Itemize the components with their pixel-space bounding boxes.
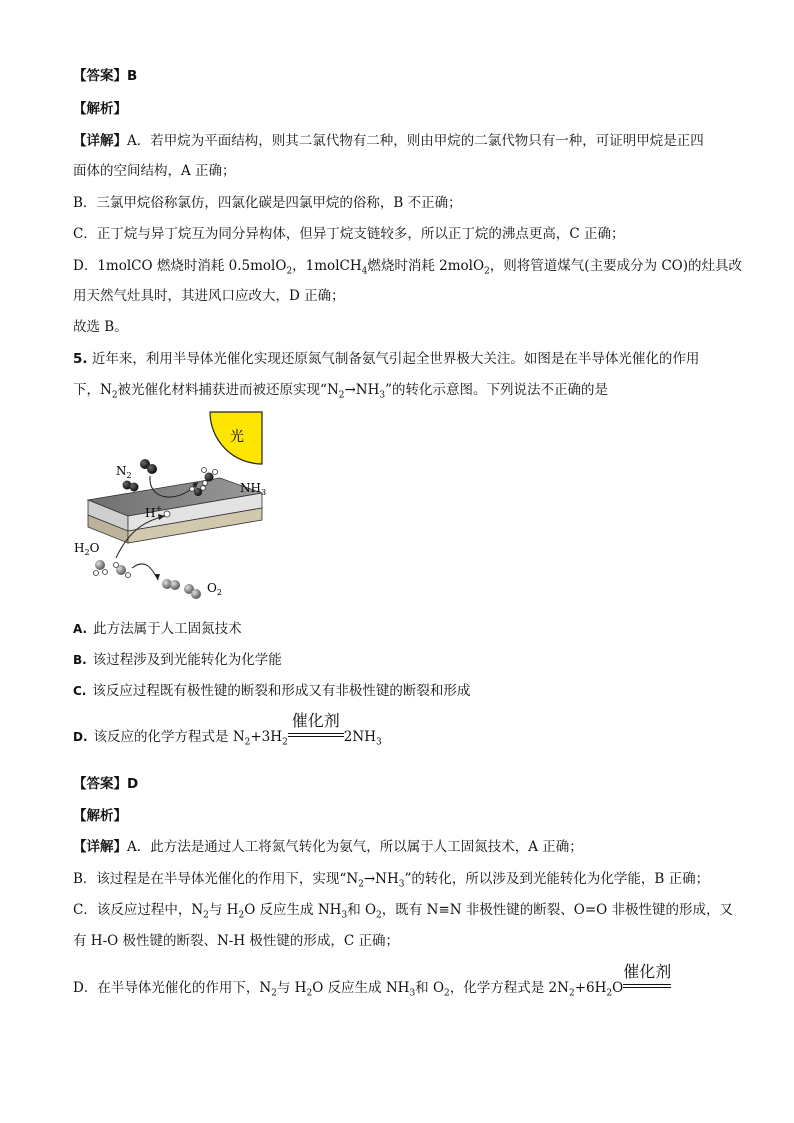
photocatalysis-diagram [70, 408, 280, 608]
prev-detail-b: B．三氯甲烷俗称氯仿，四氯化碳是四氯甲烷的俗称，B 不正确； [73, 195, 462, 211]
option-c[interactable]: C. 该反应过程既有极性键的断裂和形成又有非极性键的断裂和形成 [73, 683, 471, 699]
prev-answer-line [73, 66, 137, 86]
h2o-to-o2-arrow [132, 564, 158, 580]
detail-tag: 【详解】 [73, 133, 127, 149]
prev-analysis-line [73, 99, 127, 119]
prev-detail-line2: 面体的空间结构，A 正确； [73, 163, 236, 179]
h2o-label: $H_2O$ [74, 541, 100, 557]
question-number: 5. [73, 351, 88, 367]
prev-detail-d: D．1molCO 燃烧时消耗 0.5molO$_2$，1molCH$_4$燃烧时消耗 2molO$_2$，则将管道煤气(主要成分为 CO)的灶具改 [73, 258, 743, 277]
answer-value: D [127, 776, 139, 792]
n2-molecule-on-surface [123, 481, 139, 492]
option-b[interactable]: B. 该过程涉及到光能转化为化学能 [73, 652, 282, 668]
answer-value: B [127, 68, 138, 84]
n2-label: $N_2$ [116, 464, 132, 480]
answer-tag: 【答案】 [73, 68, 127, 84]
light-label: 光 [230, 429, 244, 445]
catalyst-condition: 催化剂 [288, 728, 344, 748]
h2o-molecule-2 [114, 563, 131, 578]
h-plus-label: H+ [145, 504, 163, 520]
o2-label: $O_2$ [207, 581, 222, 597]
analysis-tag: 【解析】 [73, 808, 127, 824]
n2-molecule-top [140, 459, 157, 474]
detail-d: D．在半导体光催化的作用下，$N_2$与 $H_2O$ 反应生成 $NH_3$和 $O_2$，化学方程式是 $2N_2+6H_2O$ 催化剂 [73, 961, 672, 999]
detail-c: C．该反应过程中，$N_2$与 $H_2O$ 反应生成 $NH_3$和 $O_2$，既有 N≡N 非极性键的断裂、O=O 非极性键的形成，又 [73, 902, 734, 921]
detail-b: B．该过程是在半导体光催化的作用下，实现“$N_2\to NH_3$”的转化，所以涉及到光能转化为化学能，B 正确； [73, 871, 710, 890]
detail-tag: 【详解】 [73, 839, 127, 855]
prev-detail-d2: 用天然气灶具时，其进风口应改大，D 正确； [73, 288, 345, 304]
prev-detail-c: C．正丁烷与异丁烷互为同分异构体，但异丁烷支链较多，所以正丁烷的沸点更高，C 正确； [73, 226, 625, 242]
question-stem-line2: 下，$N_2$被光催化材料捕获进而被还原实现“$N_2\to NH_3$”的转化示意图。下列说法不正确的是 [73, 382, 609, 401]
answer-line [73, 774, 138, 794]
catalyst-condition-2: 催化剂 [623, 979, 671, 999]
semiconductor-slab [88, 478, 262, 543]
question-stem-line1: 5. 近年来，利用半导体光催化实现还原氮气制备氨气引起全世界极大关注。如图是在半导体光催化的作用 [73, 351, 700, 367]
prev-detail-line1: 【详解】A．若甲烷为平面结构，则其二氯代物有二种，则由甲烷的二氯代物只有一种，可证明甲烷是正四 [73, 133, 704, 149]
option-d[interactable]: D. 该反应的化学方程式是 $N_2+3H_2$ 催化剂 $2NH_3$ [73, 710, 382, 748]
prev-conclusion: 故选 B。 [73, 319, 128, 335]
detail-a: 【详解】A．此方法是通过人工将氮气转化为氨气，所以属于人工固氮技术，A 正确； [73, 839, 583, 855]
detail-c2: 有 H-O 极性键的断裂、N-H 极性键的形成，C 正确； [73, 933, 400, 949]
answer-tag: 【答案】 [73, 776, 127, 792]
o2-molecule [162, 579, 201, 599]
nh3-label: $NH_3$ [240, 481, 267, 497]
option-a[interactable]: A. 此方法属于人工固氮技术 [73, 621, 242, 637]
analysis-line [73, 806, 127, 826]
h2o-molecule-1 [94, 560, 108, 576]
analysis-tag: 【解析】 [73, 101, 127, 117]
